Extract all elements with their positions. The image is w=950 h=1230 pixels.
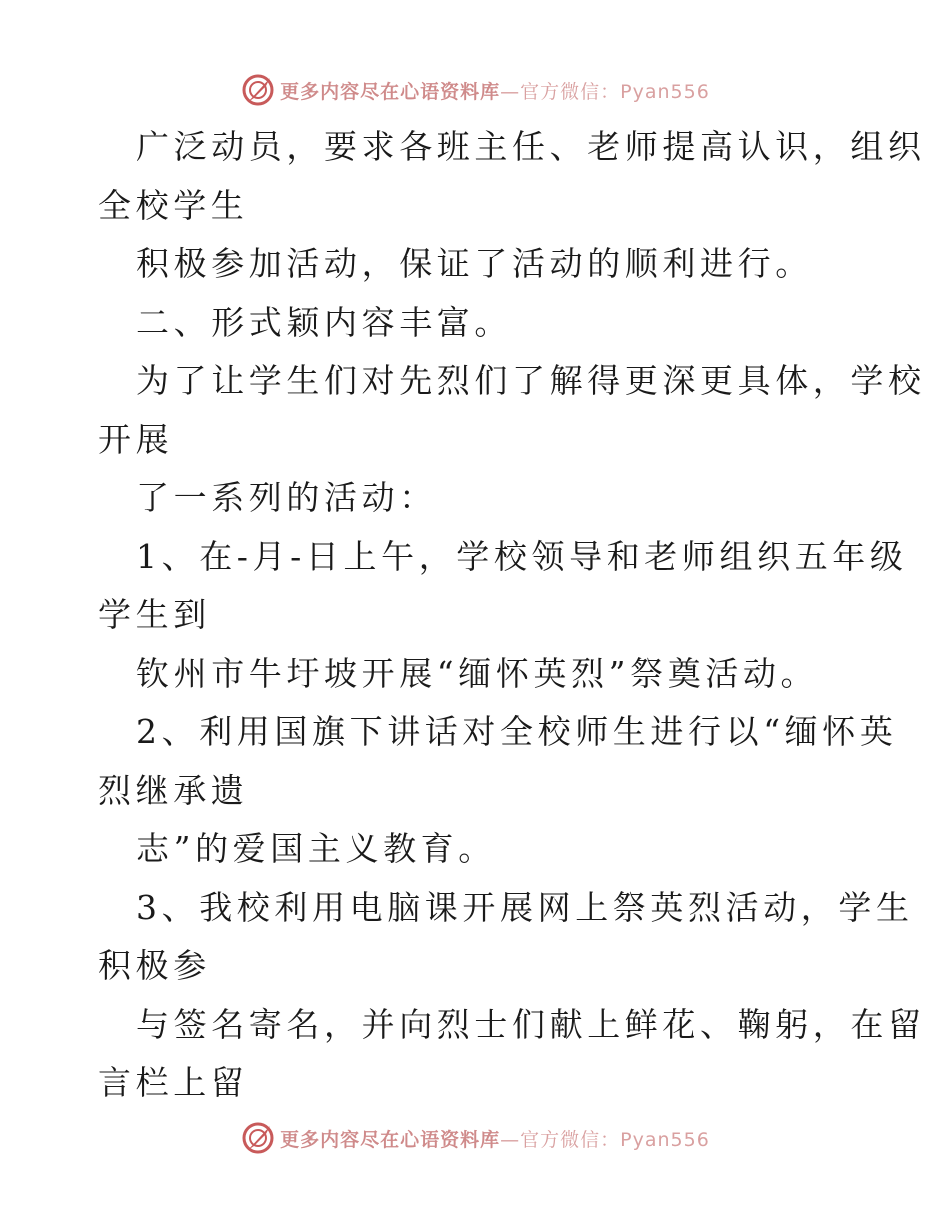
footer-watermark-main: 更多内容尽在心语资料库 xyxy=(280,1128,501,1151)
paragraph-line: 2、利用国旗下讲话对全校师生进行以“缅怀英 xyxy=(136,712,898,751)
quill-seal-icon xyxy=(240,1120,276,1156)
paragraph-line: 与签名寄名，并向烈士们献上鲜花、鞠躬，在留 xyxy=(136,1004,926,1044)
header-watermark-main: 更多内容尽在心语资料库 xyxy=(280,80,501,103)
paragraph-line: 3、我校利用电脑课开展网上祭英烈活动，学生 xyxy=(136,887,914,927)
paragraph-line: 学生到 xyxy=(98,595,211,634)
quill-seal-icon xyxy=(240,72,276,108)
paragraph-line: 烈继承遗 xyxy=(98,770,249,810)
paragraph-line: 全校学生 xyxy=(98,185,249,225)
paragraph-line: 志”的爱国主义教育。 xyxy=(136,829,496,868)
header-watermark-text xyxy=(280,77,710,104)
paragraph-line: 积极参加活动，保证了活动的顺利进行。 xyxy=(136,244,813,283)
paragraph-line: 1、在-月-日上午，学校领导和老师组织五年级 xyxy=(136,536,908,576)
paragraph-line: 了一系列的活动： xyxy=(136,478,437,517)
paragraph-line: 二、形式颖内容丰富。 xyxy=(136,302,512,342)
document-body xyxy=(98,118,926,1113)
footer-watermark xyxy=(0,1118,950,1158)
paragraph-line: 广泛动员，要求各班主任、老师提高认识，组织 xyxy=(136,127,926,166)
header-watermark-sub: —官方微信：Pyan556 xyxy=(500,80,710,103)
paragraph-line: 积极参 xyxy=(98,946,211,985)
paragraph-line: 为了让学生们对先烈们了解得更深更具体，学校 xyxy=(136,361,926,400)
paragraph-line: 开展 xyxy=(98,419,174,459)
paragraph-line: 言栏上留 xyxy=(98,1063,249,1102)
header-watermark xyxy=(0,70,950,110)
footer-watermark-sub: —官方微信：Pyan556 xyxy=(500,1128,710,1151)
footer-watermark-text xyxy=(280,1125,710,1152)
paragraph-line: 钦州市牛圩坡开展“缅怀英烈”祭奠活动。 xyxy=(136,653,819,693)
